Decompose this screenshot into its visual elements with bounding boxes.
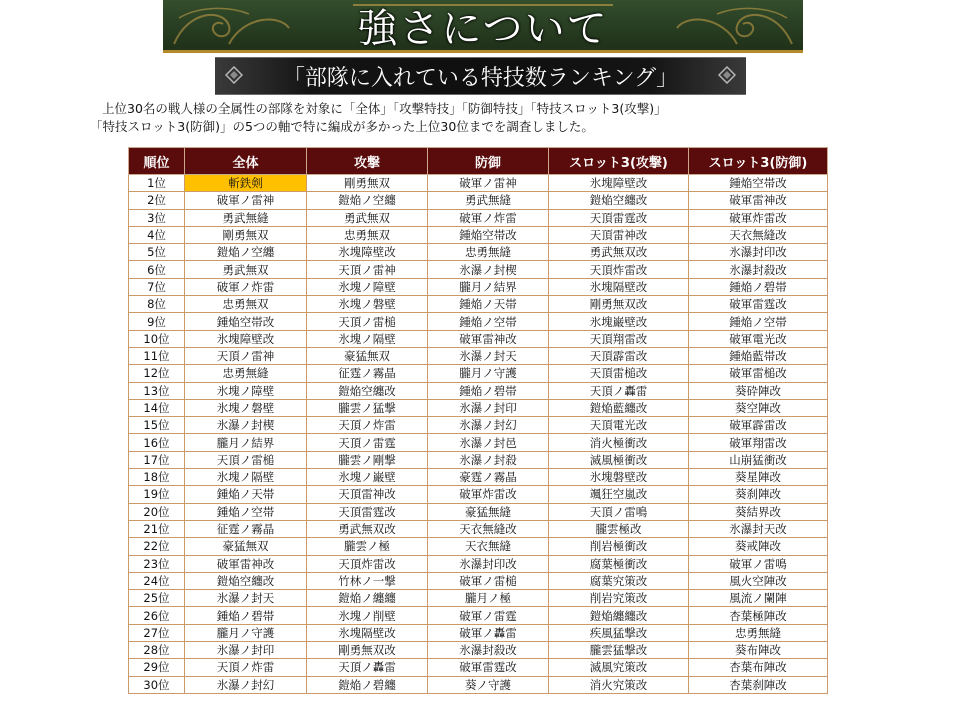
table-row xyxy=(129,659,828,676)
overall-cell: 斬鉄剣 xyxy=(185,175,307,192)
subtitle: 「部隊に入れている特技数ランキング」 xyxy=(282,65,679,91)
attack-cell: 天頂炸雷改 xyxy=(307,555,428,572)
slot3-defense-cell: 天衣無縫改 xyxy=(689,226,828,243)
defense-cell: 破軍ノ轟雷 xyxy=(428,624,549,641)
slot3-attack-cell: 天頂翔雷改 xyxy=(549,330,689,347)
overall-cell: 破軍雷神改 xyxy=(185,555,307,572)
defense-cell: 朧月ノ結界 xyxy=(428,278,549,295)
defense-cell: 破軍ノ雷神 xyxy=(428,175,549,192)
slot3-attack-cell: 天頂ノ轟雷 xyxy=(549,382,689,399)
defense-cell: 天衣無縫 xyxy=(428,538,549,555)
overall-cell: 勇武無双 xyxy=(185,261,307,278)
overall-cell: 氷塊障壁改 xyxy=(185,330,307,347)
table-row xyxy=(129,226,828,243)
overall-cell: 鍾焔ノ空帯 xyxy=(185,503,307,520)
table-row xyxy=(129,261,828,278)
attack-cell: 忠勇無双 xyxy=(307,226,428,243)
rank-cell: 29位 xyxy=(129,659,185,676)
intro-text xyxy=(90,100,870,136)
slot3-attack-cell: 氷塊巌壁改 xyxy=(549,313,689,330)
header-slot3-attack: スロット3(攻撃) xyxy=(549,148,689,175)
slot3-attack-cell: 氷塊磐壁改 xyxy=(549,469,689,486)
slot3-defense-cell: 氷瀑封印改 xyxy=(689,244,828,261)
attack-cell: 朧雲ノ猛撃 xyxy=(307,399,428,416)
defense-cell: 忠勇無縫 xyxy=(428,244,549,261)
slot3-defense-cell: 破軍雷霆改 xyxy=(689,296,828,313)
table-row xyxy=(129,192,828,209)
attack-cell: 天頂雷霆改 xyxy=(307,503,428,520)
overall-cell: 氷塊ノ隔壁 xyxy=(185,469,307,486)
attack-cell: 氷塊ノ磐壁 xyxy=(307,296,428,313)
rank-cell: 20位 xyxy=(129,503,185,520)
subtitle-banner xyxy=(215,57,746,95)
defense-cell: 氷瀑ノ封楔 xyxy=(428,261,549,278)
slot3-defense-cell: 杏葉刹陣改 xyxy=(689,676,828,693)
slot3-defense-cell: 破軍雷神改 xyxy=(689,192,828,209)
slot3-attack-cell: 削岩究策改 xyxy=(549,590,689,607)
overall-cell: 天頂ノ炸雷 xyxy=(185,659,307,676)
attack-cell: 氷塊ノ削壁 xyxy=(307,607,428,624)
slot3-defense-cell: 杏葉極陣改 xyxy=(689,607,828,624)
rank-cell: 16位 xyxy=(129,434,185,451)
overall-cell: 鎧焔空纏改 xyxy=(185,572,307,589)
overall-cell: 破軍ノ雷神 xyxy=(185,192,307,209)
rank-cell: 17位 xyxy=(129,451,185,468)
slot3-attack-cell: 疾風猛撃改 xyxy=(549,624,689,641)
table-row xyxy=(129,296,828,313)
slot3-attack-cell: 颯狂空嵐改 xyxy=(549,486,689,503)
table-row xyxy=(129,244,828,261)
overall-cell: 氷瀑ノ封印 xyxy=(185,642,307,659)
slot3-defense-cell: 鍾焔ノ空帯 xyxy=(689,313,828,330)
overall-cell: 氷瀑ノ封天 xyxy=(185,590,307,607)
attack-cell: 氷塊障壁改 xyxy=(307,244,428,261)
rank-cell: 4位 xyxy=(129,226,185,243)
table-row xyxy=(129,520,828,537)
rank-cell: 10位 xyxy=(129,330,185,347)
table-row xyxy=(129,434,828,451)
slot3-attack-cell: 削岩極衝改 xyxy=(549,538,689,555)
slot3-defense-cell: 破軍雷槌改 xyxy=(689,365,828,382)
slot3-defense-cell: 破軍炸雷改 xyxy=(689,209,828,226)
slot3-defense-cell: 氷瀑封天改 xyxy=(689,520,828,537)
overall-cell: 勇武無縫 xyxy=(185,209,307,226)
table-row xyxy=(129,555,828,572)
table-header-row xyxy=(129,148,828,175)
slot3-attack-cell: 天頂ノ雷鳴 xyxy=(549,503,689,520)
attack-cell: 鎧焔ノ空纏 xyxy=(307,192,428,209)
attack-cell: 天頂ノ雷霆 xyxy=(307,434,428,451)
slot3-defense-cell: 山崩猛衝改 xyxy=(689,451,828,468)
overall-cell: 天頂ノ雷槌 xyxy=(185,451,307,468)
header-rank: 順位 xyxy=(129,148,185,175)
defense-cell: 豪猛無縫 xyxy=(428,503,549,520)
rank-cell: 27位 xyxy=(129,624,185,641)
rank-cell: 3位 xyxy=(129,209,185,226)
slot3-defense-cell: 破軍霹雷改 xyxy=(689,417,828,434)
table-row xyxy=(129,624,828,641)
overall-cell: 鍾焔空帯改 xyxy=(185,313,307,330)
slot3-attack-cell: 朧雲極改 xyxy=(549,520,689,537)
rank-cell: 5位 xyxy=(129,244,185,261)
slot3-attack-cell: 氷塊障壁改 xyxy=(549,175,689,192)
rank-cell: 18位 xyxy=(129,469,185,486)
table-row xyxy=(129,607,828,624)
slot3-attack-cell: 消火究策改 xyxy=(549,676,689,693)
rank-cell: 23位 xyxy=(129,555,185,572)
rank-cell: 28位 xyxy=(129,642,185,659)
overall-cell: 氷塊ノ障壁 xyxy=(185,382,307,399)
slot3-defense-cell: 葵戒陣改 xyxy=(689,538,828,555)
defense-cell: 天衣無縫改 xyxy=(428,520,549,537)
slot3-attack-cell: 天頂炸雷改 xyxy=(549,261,689,278)
defense-cell: 氷瀑ノ封幻 xyxy=(428,417,549,434)
rank-cell: 1位 xyxy=(129,175,185,192)
defense-cell: 氷瀑ノ封邑 xyxy=(428,434,549,451)
attack-cell: 剛勇無双改 xyxy=(307,642,428,659)
defense-cell: 豪霆ノ霧晶 xyxy=(428,469,549,486)
overall-cell: 朧月ノ守護 xyxy=(185,624,307,641)
table-row xyxy=(129,469,828,486)
slot3-attack-cell: 鎧焔空纏改 xyxy=(549,192,689,209)
defense-cell: 破軍ノ炸雷 xyxy=(428,209,549,226)
slot3-attack-cell: 腐葉極衝改 xyxy=(549,555,689,572)
attack-cell: 鎧焔ノ纏纏 xyxy=(307,590,428,607)
defense-cell: 鍾焔ノ碧帯 xyxy=(428,382,549,399)
overall-cell: 剛勇無双 xyxy=(185,226,307,243)
diamond-ornament-icon xyxy=(718,66,736,84)
slot3-attack-cell: 滅風究策改 xyxy=(549,659,689,676)
slot3-attack-cell: 天頂雷神改 xyxy=(549,226,689,243)
intro-line-1: 上位30名の戦人様の全属性の部隊を対象に「全体」「攻撃特技」「防御特技」「特技スロット3(攻撃)」 xyxy=(102,101,667,116)
defense-cell: 朧月ノ守護 xyxy=(428,365,549,382)
slot3-attack-cell: 天頂雷槌改 xyxy=(549,365,689,382)
attack-cell: 竹林ノ一撃 xyxy=(307,572,428,589)
slot3-attack-cell: 天頂霹雷改 xyxy=(549,347,689,364)
table-row xyxy=(129,399,828,416)
defense-cell: 破軍炸雷改 xyxy=(428,486,549,503)
table-row xyxy=(129,451,828,468)
overall-cell: 征霆ノ霧晶 xyxy=(185,520,307,537)
attack-cell: 勇武無双改 xyxy=(307,520,428,537)
overall-cell: 鍾焔ノ天帯 xyxy=(185,486,307,503)
slot3-defense-cell: 風火空陣改 xyxy=(689,572,828,589)
page-title: 強さについて xyxy=(357,5,609,52)
attack-cell: 天頂雷神改 xyxy=(307,486,428,503)
header-attack: 攻撃 xyxy=(307,148,428,175)
rank-cell: 11位 xyxy=(129,347,185,364)
defense-cell: 鍾焔ノ天帯 xyxy=(428,296,549,313)
defense-cell: 朧月ノ極 xyxy=(428,590,549,607)
table-row xyxy=(129,538,828,555)
slot3-defense-cell: 破軍ノ雷鳴 xyxy=(689,555,828,572)
defense-cell: 破軍ノ雷槌 xyxy=(428,572,549,589)
rank-cell: 12位 xyxy=(129,365,185,382)
overall-cell: 鎧焔ノ空纏 xyxy=(185,244,307,261)
table-row xyxy=(129,590,828,607)
table-row xyxy=(129,313,828,330)
table-row xyxy=(129,278,828,295)
rank-cell: 8位 xyxy=(129,296,185,313)
slot3-defense-cell: 葵砕陣改 xyxy=(689,382,828,399)
table-row xyxy=(129,572,828,589)
attack-cell: 豪猛無双 xyxy=(307,347,428,364)
slot3-defense-cell: 氷瀑封殺改 xyxy=(689,261,828,278)
rank-cell: 30位 xyxy=(129,676,185,693)
table-row xyxy=(129,417,828,434)
slot3-defense-cell: 鍾焔藍帯改 xyxy=(689,347,828,364)
slot3-attack-cell: 鎧焔藍纏改 xyxy=(549,399,689,416)
overall-cell: 天頂ノ雷神 xyxy=(185,347,307,364)
title-banner xyxy=(163,0,803,53)
defense-cell: 勇武無縫 xyxy=(428,192,549,209)
table-row xyxy=(129,382,828,399)
slot3-defense-cell: 破軍翔雷改 xyxy=(689,434,828,451)
overall-cell: 氷塊ノ磐壁 xyxy=(185,399,307,416)
slot3-attack-cell: 天頂電光改 xyxy=(549,417,689,434)
table-row xyxy=(129,365,828,382)
defense-cell: 氷瀑封殺改 xyxy=(428,642,549,659)
table-row xyxy=(129,642,828,659)
rank-cell: 15位 xyxy=(129,417,185,434)
attack-cell: 氷塊ノ障壁 xyxy=(307,278,428,295)
rank-cell: 24位 xyxy=(129,572,185,589)
rank-cell: 13位 xyxy=(129,382,185,399)
rank-cell: 19位 xyxy=(129,486,185,503)
slot3-attack-cell: 氷塊隔壁改 xyxy=(549,278,689,295)
slot3-attack-cell: 勇武無双改 xyxy=(549,244,689,261)
attack-cell: 氷塊隔壁改 xyxy=(307,624,428,641)
table-row xyxy=(129,486,828,503)
ranking-table xyxy=(128,147,828,694)
overall-cell: 氷瀑ノ封楔 xyxy=(185,417,307,434)
overall-cell: 朧月ノ結界 xyxy=(185,434,307,451)
attack-cell: 天頂ノ雷神 xyxy=(307,261,428,278)
rank-cell: 9位 xyxy=(129,313,185,330)
overall-cell: 鍾焔ノ碧帯 xyxy=(185,607,307,624)
overall-cell: 忠勇無縫 xyxy=(185,365,307,382)
table-row xyxy=(129,676,828,693)
attack-cell: 朧雲ノ極 xyxy=(307,538,428,555)
attack-cell: 勇武無双 xyxy=(307,209,428,226)
overall-cell: 忠勇無双 xyxy=(185,296,307,313)
slot3-attack-cell: 腐葉究策改 xyxy=(549,572,689,589)
slot3-attack-cell: 朧雲猛撃改 xyxy=(549,642,689,659)
attack-cell: 征霆ノ霧晶 xyxy=(307,365,428,382)
defense-cell: 氷瀑封印改 xyxy=(428,555,549,572)
overall-cell: 氷瀑ノ封幻 xyxy=(185,676,307,693)
attack-cell: 氷塊ノ巌壁 xyxy=(307,469,428,486)
defense-cell: 葵ノ守護 xyxy=(428,676,549,693)
slot3-attack-cell: 鎧焔纏纏改 xyxy=(549,607,689,624)
diamond-ornament-icon xyxy=(225,66,243,84)
slot3-defense-cell: 忠勇無縫 xyxy=(689,624,828,641)
slot3-attack-cell: 剛勇無双改 xyxy=(549,296,689,313)
defense-cell: 氷瀑ノ封印 xyxy=(428,399,549,416)
slot3-attack-cell: 天頂雷霆改 xyxy=(549,209,689,226)
rank-cell: 26位 xyxy=(129,607,185,624)
intro-line-2: 「特技スロット3(防御)」の5つの軸で特に編成が多かった上位30位までを調査しました。 xyxy=(90,119,594,134)
table-body xyxy=(129,175,828,694)
table-row xyxy=(129,209,828,226)
slot3-defense-cell: 破軍電光改 xyxy=(689,330,828,347)
rank-cell: 6位 xyxy=(129,261,185,278)
rank-cell: 25位 xyxy=(129,590,185,607)
header-defense: 防御 xyxy=(428,148,549,175)
attack-cell: 朧雲ノ剛撃 xyxy=(307,451,428,468)
slot3-attack-cell: 滅風極衝改 xyxy=(549,451,689,468)
defense-cell: 破軍雷霆改 xyxy=(428,659,549,676)
defense-cell: 鍾焔空帯改 xyxy=(428,226,549,243)
rank-cell: 21位 xyxy=(129,520,185,537)
slot3-defense-cell: 杏葉布陣改 xyxy=(689,659,828,676)
rank-cell: 14位 xyxy=(129,399,185,416)
header-slot3-defense: スロット3(防御) xyxy=(689,148,828,175)
defense-cell: 氷瀑ノ封天 xyxy=(428,347,549,364)
slot3-attack-cell: 消火極衝改 xyxy=(549,434,689,451)
rank-cell: 7位 xyxy=(129,278,185,295)
table-row xyxy=(129,503,828,520)
attack-cell: 氷塊ノ隔壁 xyxy=(307,330,428,347)
slot3-defense-cell: 葵空陣改 xyxy=(689,399,828,416)
header-overall: 全体 xyxy=(185,148,307,175)
defense-cell: 氷瀑ノ封殺 xyxy=(428,451,549,468)
slot3-defense-cell: 鍾焔空帯改 xyxy=(689,175,828,192)
attack-cell: 天頂ノ轟雷 xyxy=(307,659,428,676)
defense-cell: 破軍雷神改 xyxy=(428,330,549,347)
overall-cell: 豪猛無双 xyxy=(185,538,307,555)
rank-cell: 2位 xyxy=(129,192,185,209)
attack-cell: 天頂ノ雷槌 xyxy=(307,313,428,330)
attack-cell: 鎧焔ノ碧纏 xyxy=(307,676,428,693)
table-row xyxy=(129,347,828,364)
defense-cell: 破軍ノ雷霆 xyxy=(428,607,549,624)
table-row xyxy=(129,330,828,347)
defense-cell: 鍾焔ノ空帯 xyxy=(428,313,549,330)
slot3-defense-cell: 葵布陣改 xyxy=(689,642,828,659)
table-row xyxy=(129,175,828,192)
attack-cell: 天頂ノ炸雷 xyxy=(307,417,428,434)
slot3-defense-cell: 風流ノ闌陣 xyxy=(689,590,828,607)
slot3-defense-cell: 鍾焔ノ碧帯 xyxy=(689,278,828,295)
rank-cell: 22位 xyxy=(129,538,185,555)
slot3-defense-cell: 葵結界改 xyxy=(689,503,828,520)
overall-cell: 破軍ノ炸雷 xyxy=(185,278,307,295)
attack-cell: 剛勇無双 xyxy=(307,175,428,192)
slot3-defense-cell: 葵星陣改 xyxy=(689,469,828,486)
slot3-defense-cell: 葵刹陣改 xyxy=(689,486,828,503)
attack-cell: 鎧焔空纏改 xyxy=(307,382,428,399)
